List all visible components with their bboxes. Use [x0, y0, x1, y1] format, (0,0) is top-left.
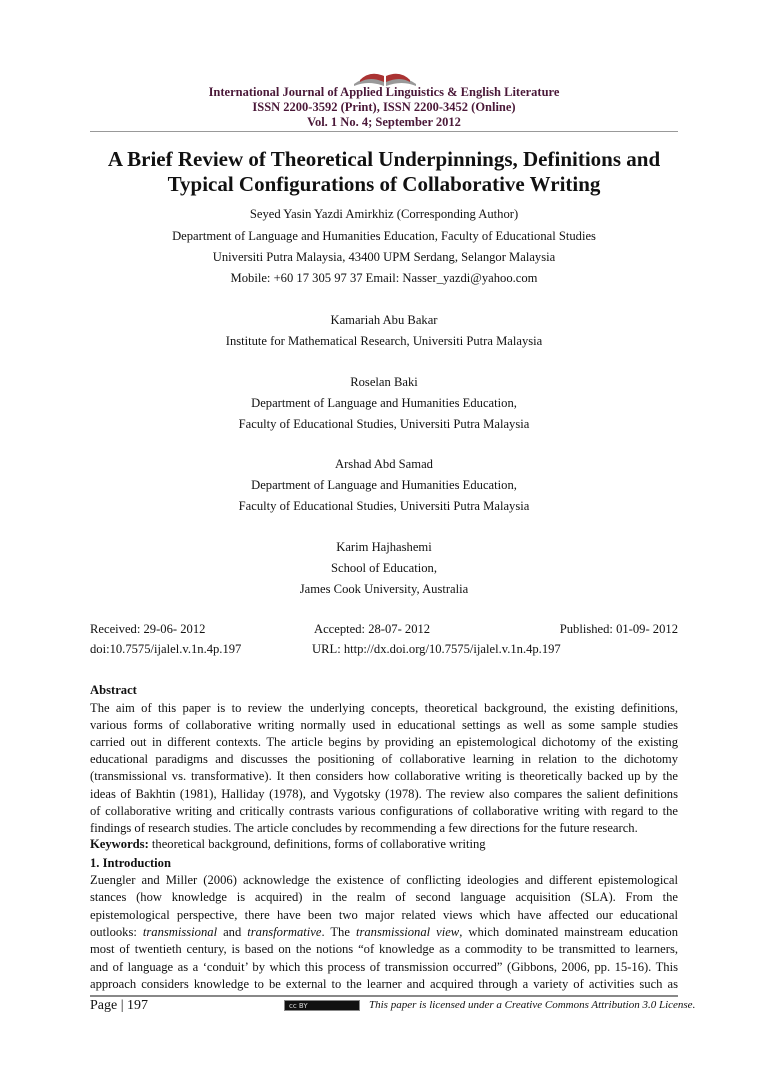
text-fragment: transmissional — [142, 924, 218, 939]
text-line: The aim of this paper is to review the underlying concepts, theoretical background, the existing definitions, — [90, 701, 678, 715]
keywords — [90, 837, 678, 852]
text-line: Zuengler and Miller (2006) acknowledge the existence of conflicting ideologies and different epistemological — [90, 873, 678, 887]
keywords-label: Keywords: — [90, 837, 149, 851]
author-2-affil: Institute for Mathematical Research, Universiti Putra Malaysia — [225, 334, 543, 348]
author-3-affil: Faculty of Educational Studies, Universiti Putra Malaysia — [238, 417, 530, 431]
author-3-name: Roselan Baki — [350, 375, 418, 389]
author-3-affil: Department of Language and Humanities Education, — [251, 396, 517, 410]
journal-volume: Vol. 1 No. 4; September 2012 — [307, 115, 461, 129]
license-text: This paper is licensed under a Creative Commons Attribution 3.0 License. — [369, 999, 696, 1011]
text-fragment: and — [217, 924, 248, 939]
text-line: ideas of Bakhtin (1981), Halliday (1978), and Vygotsky (1978). The review also compares the salient definitions — [90, 786, 678, 801]
paper-title-line-2: Typical Configurations of Collaborative Writing — [167, 172, 601, 196]
footer-rule — [90, 995, 678, 997]
text-line: carried out in different contexts. The article begins by providing an epistemological dichotomy of the existing — [90, 735, 678, 750]
text-line: various forms of collaborative writing normally used in educational settings as well as some sample studies — [90, 718, 678, 733]
author-5-affil: School of Education, — [331, 561, 437, 575]
received-date: Received: 29-06- 2012 — [90, 622, 206, 636]
journal-name: International Journal of Applied Linguistics & English Literature — [208, 85, 560, 99]
abstract-heading: Abstract — [90, 683, 137, 697]
author-1-name: Seyed Yasin Yazdi Amirkhiz (Corresponding Author) — [249, 207, 519, 221]
text-fragment: transformative — [247, 924, 322, 939]
text-line: findings of research studies. The article concludes by recommending a few directions for the future research. — [90, 820, 638, 835]
text-line: stances (how knowledge is acquired) in the realm of second language acquisition (SLA). From the — [90, 890, 678, 905]
text-line: educational paradigms and discusses the positioning of collaborative learning in relation to the dichotomy — [90, 752, 678, 767]
text-line: approach considers knowledge to be external to the learner and acquired through a variety of activities such as — [90, 976, 678, 991]
text-line: most of twentieth century, is based on the notions “of knowledge as a commodity to be transmitted to learners, — [90, 942, 678, 957]
author-5-affil: James Cook University, Australia — [299, 582, 469, 596]
intro-heading: 1. Introduction — [90, 856, 171, 870]
text-line — [90, 925, 678, 940]
author-4-name: Arshad Abd Samad — [335, 457, 433, 471]
text-line: (transmissional vs. transformative). It then considers how collaborative writing is theoretically backed up by the — [90, 769, 678, 784]
author-4-affil: Faculty of Educational Studies, Universiti Putra Malaysia — [238, 499, 530, 513]
published-date: Published: 01-09- 2012 — [559, 622, 678, 636]
text-fragment: . The — [321, 924, 356, 939]
author-1-contact: Mobile: +60 17 305 97 37 Email: Nasser_yazdi@yahoo.com — [230, 271, 538, 285]
text-fragment: transmissional view — [355, 924, 460, 939]
doi-url[interactable]: URL: http://dx.doi.org/10.7575/ijalel.v.1n.4p.197 — [312, 642, 561, 656]
author-4-affil: Department of Language and Humanities Education, — [251, 478, 517, 492]
text-line: and of language as a ‘conduit’ by which this process of transmission occurred” (Gibbons, 2006, pp. 15-16). This — [90, 959, 678, 974]
text-line: epistemological perspective, there have been two major related views which have affected our educational — [90, 907, 678, 922]
text-fragment: , which dominated mainstream education — [459, 924, 679, 939]
text-line: of collaborative writing and critically contrasts various configurations of collaborative writing with regard to the — [90, 803, 678, 818]
text-fragment: outlooks: — [90, 924, 143, 939]
author-2-name: Kamariah Abu Bakar — [330, 313, 438, 327]
page-number: Page | 197 — [90, 998, 149, 1013]
header-rule — [90, 131, 678, 132]
author-1-affil: Department of Language and Humanities Education, Faculty of Educational Studies — [172, 229, 596, 243]
accepted-date: Accepted: 28-07- 2012 — [314, 622, 431, 636]
doi: doi:10.7575/ijalel.v.1n.4p.197 — [90, 642, 242, 656]
journal-issn: ISSN 2200-3592 (Print), ISSN 2200-3452 (Online) — [252, 100, 516, 114]
cc-by-badge: cc BY — [284, 1000, 360, 1011]
keywords-text: theoretical background, definitions, forms of collaborative writing — [148, 837, 486, 851]
author-1-affil: Universiti Putra Malaysia, 43400 UPM Serdang, Selangor Malaysia — [212, 250, 556, 264]
author-5-name: Karim Hajhashemi — [336, 540, 432, 554]
paper-title-line-1: A Brief Review of Theoretical Underpinnings, Definitions and — [107, 147, 661, 171]
